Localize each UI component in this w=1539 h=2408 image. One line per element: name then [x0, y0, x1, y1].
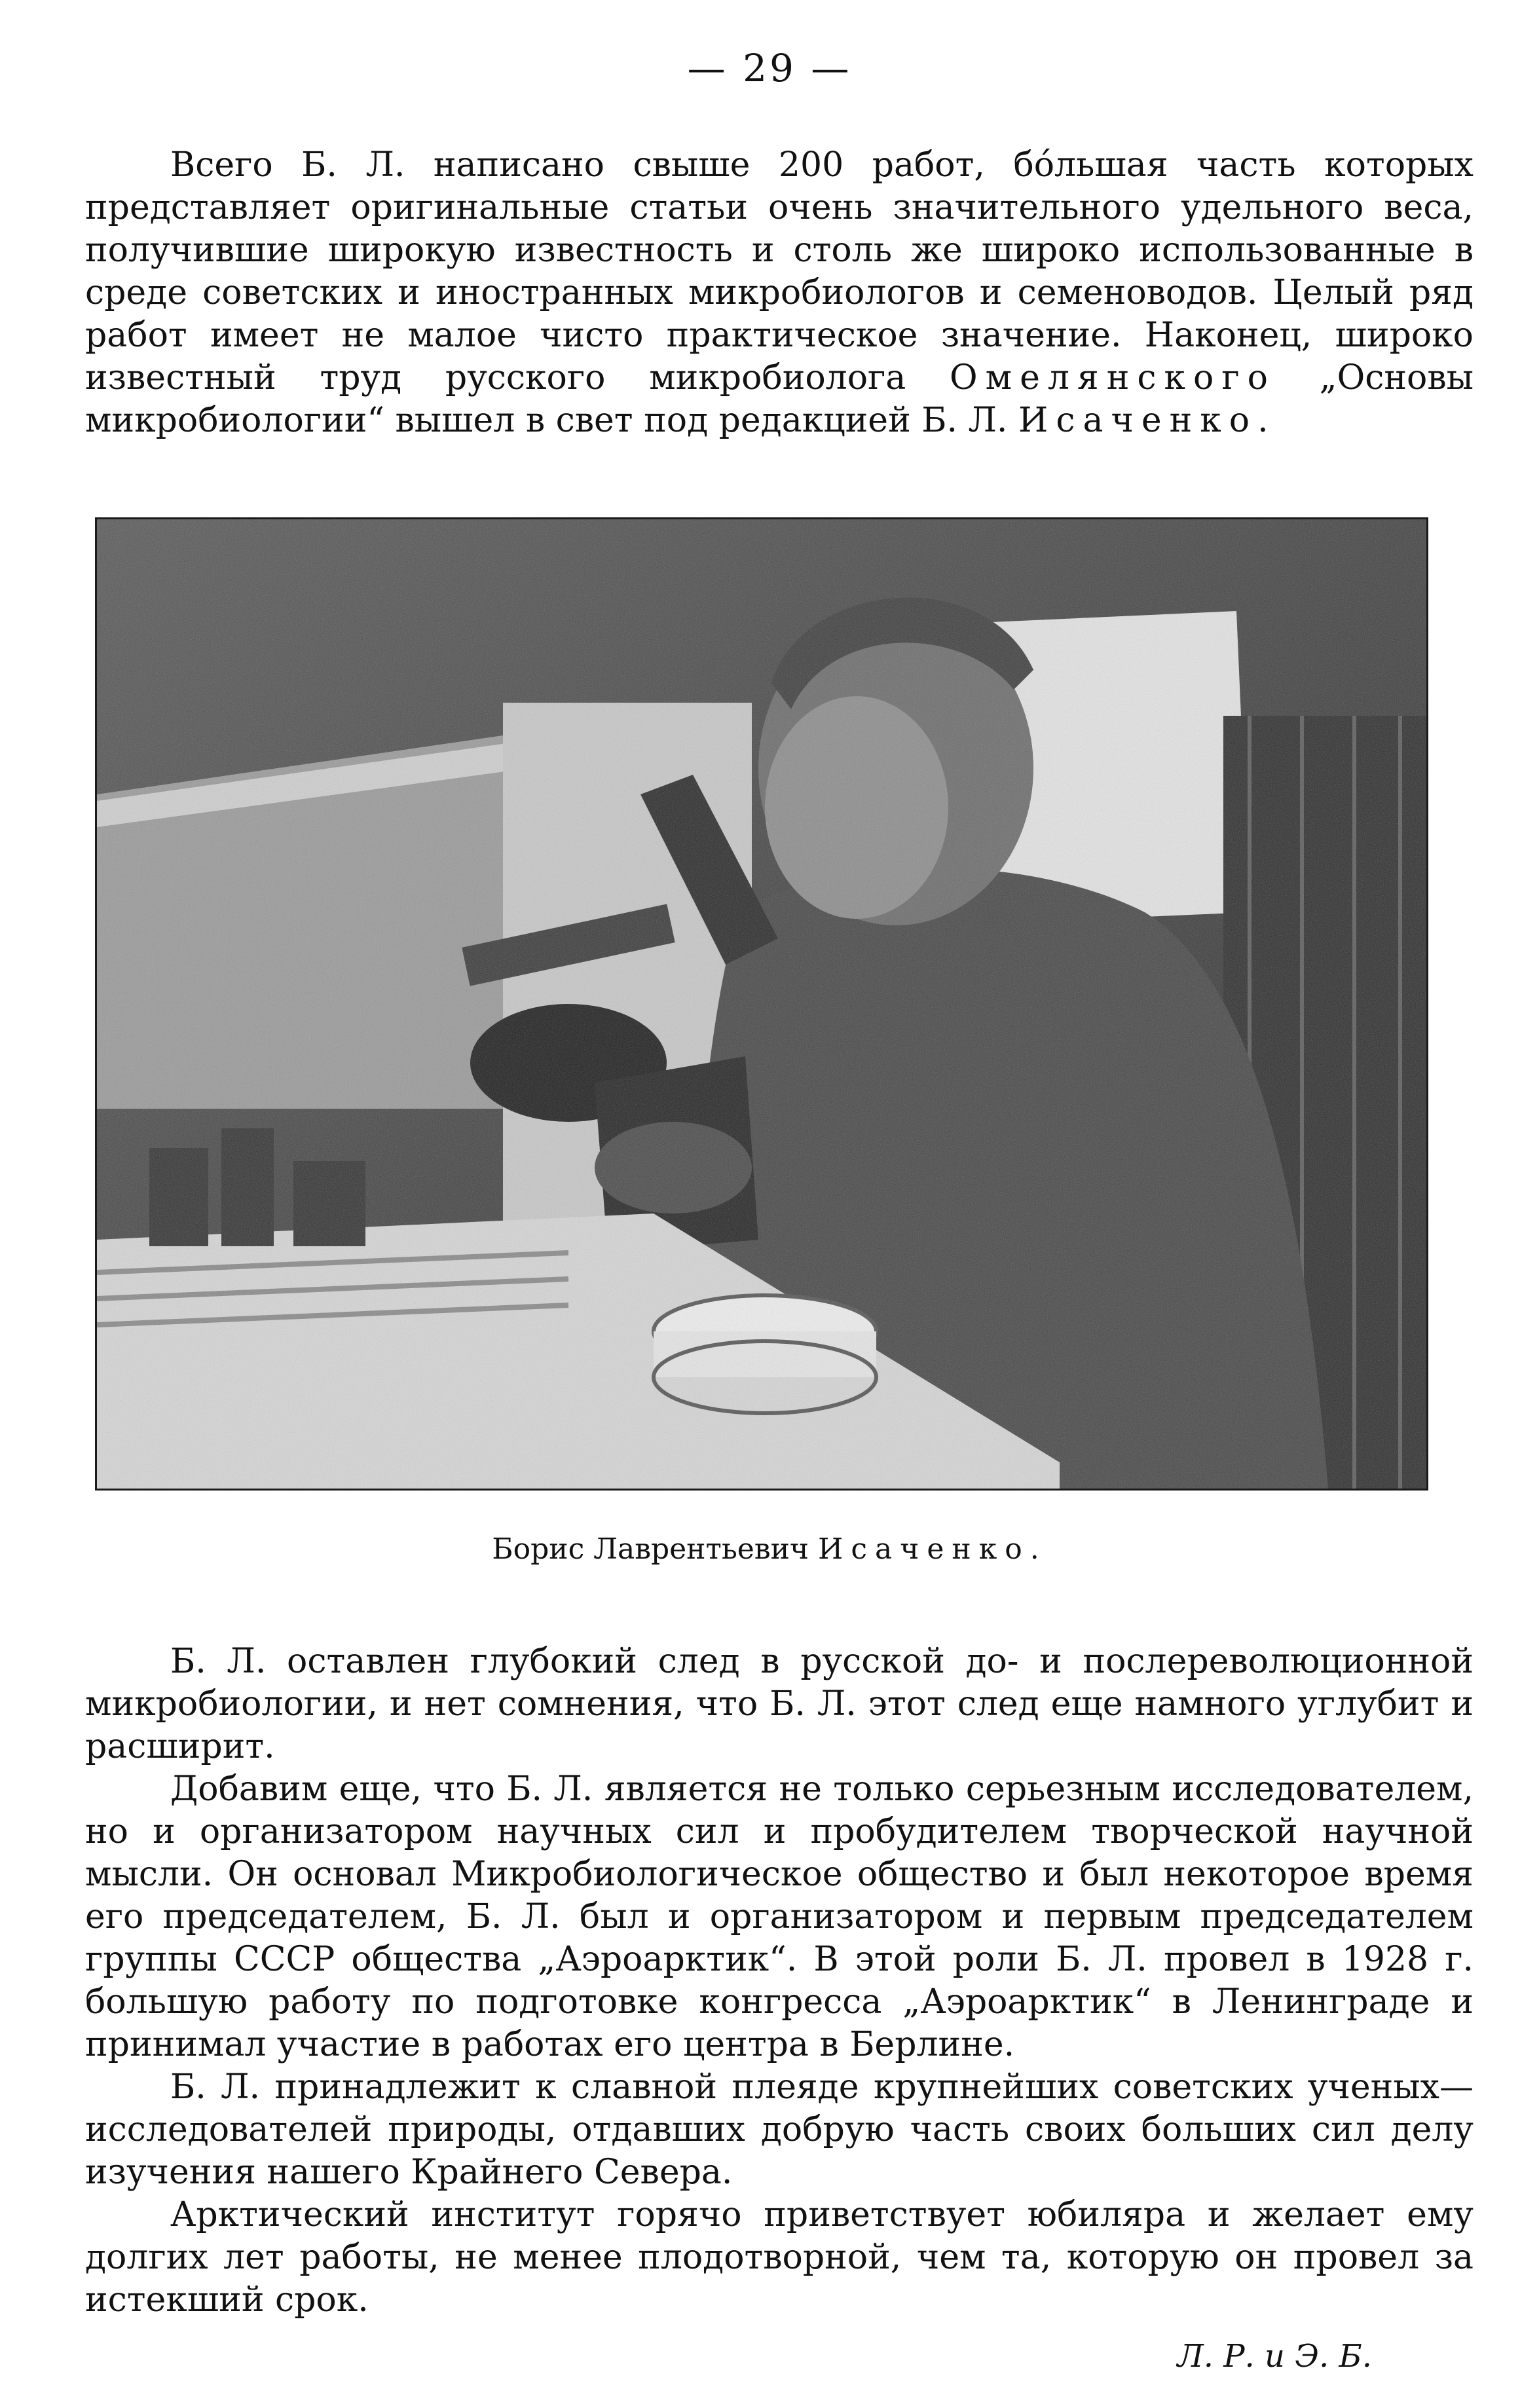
- intro-text-before: Всего Б. Л. написано свыше 200 работ, бóльшая часть которых представляет оригинальные статьи очень значительного удельного веса, получившие широкую известность и столь же широко использованные в среде советских и иностранных микробиологов и семеноводов. Целый ряд работ имеет не малое чисто практическое значение. Наконец, широко известный труд русского микробиолога: [85, 145, 1474, 398]
- paragraph-2: Добавим еще, что Б. Л. является не только серьезным исследователем, но и организатором научных сил и пробудителем творческой научной мысли. Он основал Микробиологическое общество и был некоторое время его председателем, Б. Л. был и организатором и первым председателем группы СССР общества „Аэроарктик“. В этой роли Б. Л. провел в 1928 г. большую работу по подготовке конгресса „Аэроарктик“ в Ленинграде и принимал участие в работах его центра в Берлине.: [85, 1769, 1474, 2064]
- paragraph-4: Арктический институт горячо приветствует юбиляра и желает ему долгих лет работы, не менее плодотворной, чем та, которую он провел за истекший срок.: [85, 2195, 1474, 2320]
- intro-text-middle: „Основы микробиологии“ вышел в свет под редакцией Б. Л.: [85, 358, 1474, 440]
- paragraph-1: Б. Л. оставлен глубокий след в русской до- и послереволюционной микробиологии, и нет сомнения, что Б. Л. этот след еще намного углубит и расширит.: [85, 1642, 1474, 1766]
- body-text: [85, 1640, 1474, 2322]
- paragraph-3: Б. Л. принадлежит к славной плеяде крупнейших советских ученых—исследователей природы, отдавших добрую часть своих больших сил делу изучения нашего Крайнего Севера.: [85, 2067, 1474, 2192]
- author-name-isachenko: Исаченко: [1018, 401, 1258, 440]
- signature: Л. Р. и Э. Б.: [1177, 2338, 1372, 2375]
- author-name-omeliansky: Омелянского: [950, 358, 1276, 398]
- intro-paragraph: [85, 144, 1474, 442]
- portrait-photo-illustration: [97, 519, 1426, 1489]
- photo-caption: [0, 1532, 1539, 1566]
- caption-name: Борис Лаврентьевич: [492, 1532, 819, 1566]
- intro-text-after: .: [1257, 401, 1269, 440]
- page-number: — 29 —: [687, 46, 852, 90]
- portrait-photo: [95, 517, 1428, 1491]
- caption-surname: Исаченко.: [818, 1532, 1047, 1566]
- photo-grain: [97, 519, 1426, 1489]
